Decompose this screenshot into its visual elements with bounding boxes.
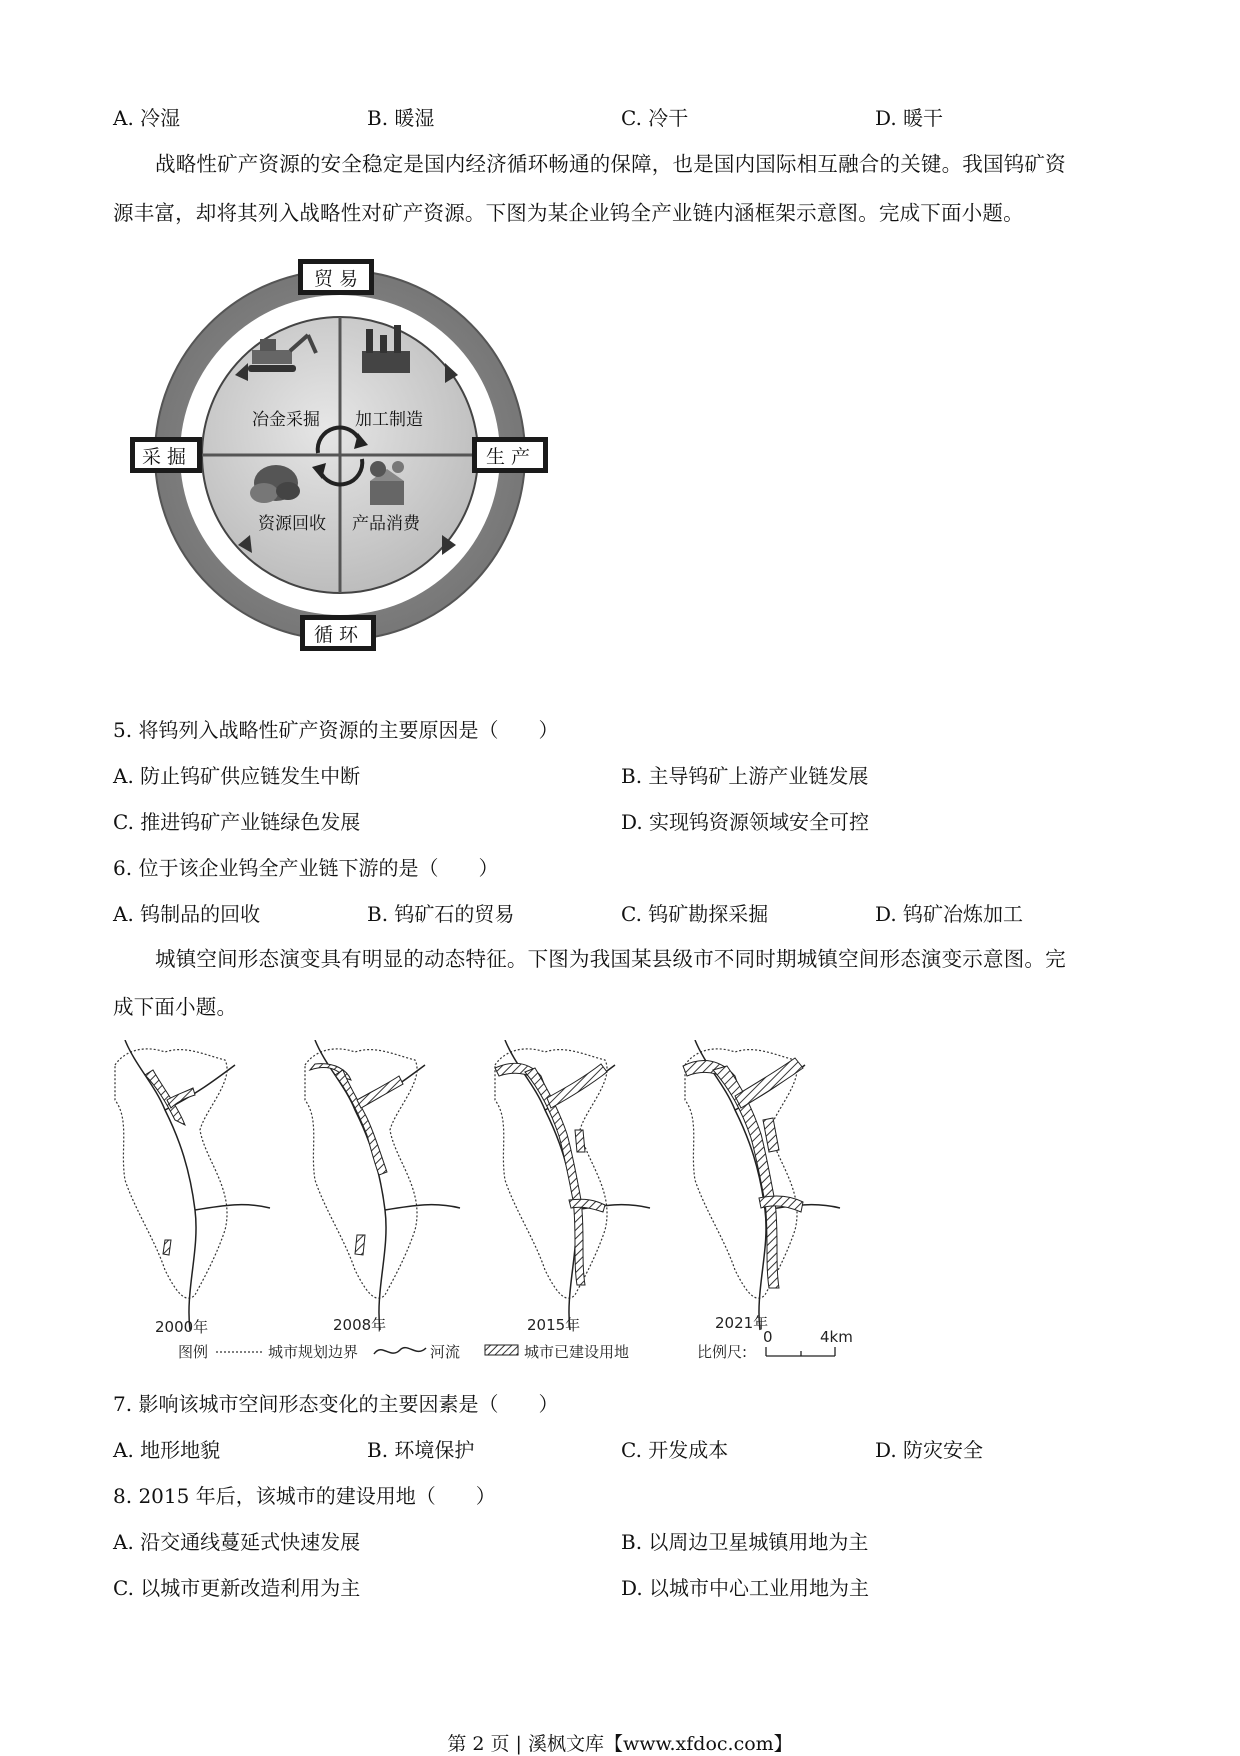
legend-river: 河流 (430, 1343, 461, 1361)
urban-evolution-maps (105, 1040, 905, 1350)
passage2-line1: 城镇空间形态演变具有明显的动态特征。下图为我国某县级市不同时期城镇空间形态演变示意图。完 (155, 947, 1066, 971)
q4-option-d: D. 暖干 (875, 106, 944, 130)
q5-option-c: C. 推进钨矿产业链绿色发展 (113, 810, 361, 834)
q6-option-d: D. 钨矿冶炼加工 (875, 902, 1024, 926)
map-2021 (683, 1040, 840, 1330)
q7-stem: 7. 影响该城市空间形态变化的主要因素是（ ） (113, 1392, 559, 1416)
label-cycle: 循 环 (314, 624, 359, 646)
river-legend-icon (372, 1340, 428, 1362)
quadrant-label-processing: 加工制造 (355, 410, 423, 430)
tungsten-chain-diagram (130, 255, 570, 670)
q4-option-a: A. 冷湿 (113, 106, 181, 130)
map-2015 (495, 1040, 650, 1330)
scale-zero: 0 (763, 1328, 773, 1346)
year-label-2021: 2021年 (715, 1314, 769, 1332)
q6-stem: 6. 位于该企业钨全产业链下游的是（ ） (113, 856, 499, 880)
q5-option-a: A. 防止钨矿供应链发生中断 (113, 764, 361, 788)
scale-label: 比例尺: (697, 1343, 748, 1361)
boundary-legend-icon (216, 1347, 266, 1357)
year-label-2015: 2015年 (527, 1316, 581, 1334)
q8-option-a: A. 沿交通线蔓延式快速发展 (113, 1530, 361, 1554)
legend-boundary: 城市规划边界 (268, 1343, 359, 1361)
label-trade: 贸 易 (314, 268, 359, 290)
page-footer: 第 2 页 | 溪枫文库【www.xfdoc.com】 (447, 1733, 793, 1755)
year-label-2008: 2008年 (333, 1316, 387, 1334)
quadrant-label-consumption: 产品消费 (352, 514, 420, 534)
q8-option-b: B. 以周边卫星城镇用地为主 (621, 1530, 869, 1554)
passage1-line1: 战略性矿产资源的安全稳定是国内经济循环畅通的保障，也是国内国际相互融合的关键。我国钨矿资 (155, 152, 1066, 176)
q8-option-c: C. 以城市更新改造利用为主 (113, 1576, 361, 1600)
q8-stem: 8. 2015 年后，该城市的建设用地（ ） (113, 1484, 496, 1508)
label-mining: 采 掘 (142, 446, 187, 468)
passage1-line2: 源丰富，却将其列入战略性对矿产资源。下图为某企业钨全产业链内涵框架示意图。完成下面小题。 (113, 201, 1024, 225)
q6-option-b: B. 钨矿石的贸易 (367, 902, 515, 926)
legend-built-area: 城市已建设用地 (524, 1343, 630, 1361)
q7-option-c: C. 开发成本 (621, 1438, 729, 1462)
q4-option-c: C. 冷干 (621, 106, 689, 130)
quadrant-label-mining: 冶金采掘 (252, 410, 320, 430)
built-area-legend-icon (484, 1344, 520, 1356)
q5-option-b: B. 主导钨矿上游产业链发展 (621, 764, 869, 788)
scale-bar (765, 1345, 845, 1359)
scale-end: 4km (820, 1328, 853, 1346)
q4-option-b: B. 暖湿 (367, 106, 435, 130)
q6-option-a: A. 钨制品的回收 (113, 902, 261, 926)
q6-option-c: C. 钨矿勘探采掘 (621, 902, 769, 926)
q5-option-d: D. 实现钨资源领域安全可控 (621, 810, 870, 834)
q7-option-b: B. 环境保护 (367, 1438, 475, 1462)
map-2008 (305, 1040, 460, 1330)
q7-option-a: A. 地形地貌 (113, 1438, 221, 1462)
label-production: 生 产 (486, 446, 531, 468)
quadrant-label-recycling: 资源回收 (258, 514, 326, 534)
legend-title: 图例 (178, 1343, 209, 1361)
map-2000 (115, 1040, 270, 1330)
year-label-2000: 2000年 (155, 1318, 209, 1336)
q7-option-d: D. 防灾安全 (875, 1438, 984, 1462)
q8-option-d: D. 以城市中心工业用地为主 (621, 1576, 870, 1600)
q5-stem: 5. 将钨列入战略性矿产资源的主要原因是（ ） (113, 718, 559, 742)
passage2-line2: 成下面小题。 (113, 995, 238, 1019)
